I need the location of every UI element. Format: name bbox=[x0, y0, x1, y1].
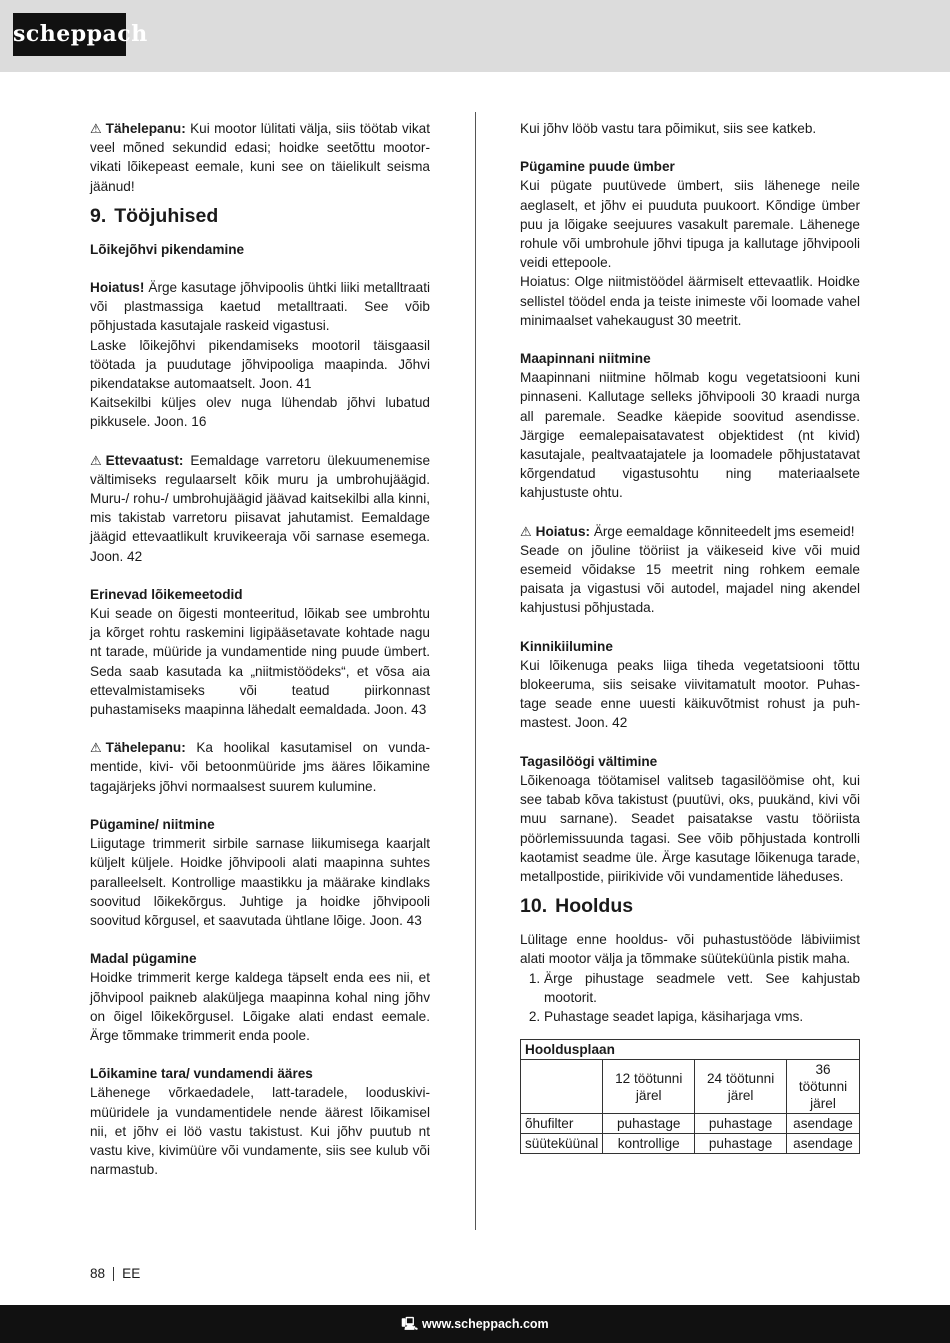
warning-label: Hoiatus! bbox=[90, 280, 145, 296]
subheading: Lõikejõhvi pikendamine bbox=[90, 241, 245, 257]
table-cell: puhastage bbox=[695, 1134, 787, 1154]
list-item: 1. Ärge pihustage seadmele vett. See kahjustab mootorit. bbox=[544, 969, 860, 1007]
paragraph: Hoidke trimmerit kerge kaldega täpselt enda ees nii, et jõhvipool paikneb alaküljega maapinna kohal ning jõhv on õigel lõikekõrgusel. Lõigake alati endast eemale. Ärge tõmmake trimmerit enda poole. bbox=[90, 970, 430, 1043]
warning-label: Tähelepanu: bbox=[105, 121, 186, 136]
warning-text: Ka hoolikal kasutamisel on vundamentide, kivi- või betoonmüüride jms ääres lõikamine tagajärjeks jõhvi normaalsest suurem kulumine. bbox=[90, 740, 430, 794]
bottom-band bbox=[0, 1305, 950, 1343]
warning-text: Eemaldage varretoru ülekuumenemise vältimiseks regulaarselt kõik muru ja umbrohujäägid. Muru-/ rohu-/ umbrohujäägid jäävad kaitsekilbi alla kinni, mis takistab varretoru piisavat jahutamist. Eemaldage jäägid ettevaatlikult kruvikeeraja või sarnase esemega. Joon. 42 bbox=[90, 452, 431, 564]
paragraph: Maapinnani niitmine hõlmab kogu vegetatsiooni kuni pinnaseni. Kallutage selleks jõhvipooli 30 kraadi nurga all paremale. Seadke käepide soovitud asendisse. Järgige eemalepaisatavatest objektidest (nt kivid) kasutajale, pealtvaatajatele ja loomadele põhjustatavat kõrgendatud vigastusohtu ning materiaalsete kahjustuste ohtu. bbox=[520, 370, 860, 501]
section-number: 9. bbox=[90, 204, 107, 227]
table-cell: asendage bbox=[787, 1114, 860, 1134]
warning-text: Ärge eemaldage kõnniteedelt jms esemeid! bbox=[593, 523, 855, 539]
section-number: 10. bbox=[520, 895, 548, 918]
warning-paragraph bbox=[90, 451, 430, 566]
table-header-cell bbox=[521, 1060, 603, 1114]
footer-separator bbox=[113, 1267, 114, 1281]
language-code: EE bbox=[122, 1266, 141, 1281]
table-header-cell: 36 töötunni järel bbox=[787, 1060, 860, 1114]
warning-label: Ettevaatust: bbox=[105, 452, 184, 468]
paragraph: Lülitage enne hooldus- või puhastustööde läbiviimist alati mootor välja ja tõmmake süüteküünla pistik maha. bbox=[520, 932, 860, 967]
paragraph: Liigutage trimmerit sirbile sarnase liikumisega kaarjalt küljelt küljele. Hoidke jõhvipooli alati maapinna suhtes paralleelselt. Kontrollige maastikku ja määrake kindlaks soovitud lõikekõrgus. Juhtige ja hoidke jõhvipooli soovitud kõrgusel, et saavutada ühtlane lõige. Joon. 43 bbox=[90, 836, 430, 928]
table-header-row bbox=[521, 1060, 860, 1114]
header-band bbox=[0, 0, 950, 72]
subheading: Kinnikiilumine bbox=[520, 638, 613, 654]
warning-label: Hoiatus: bbox=[535, 523, 591, 539]
table-cell: süüteküünal bbox=[521, 1134, 603, 1154]
right-column bbox=[520, 119, 860, 1154]
paragraph bbox=[90, 278, 430, 336]
left-column bbox=[90, 119, 430, 1179]
paragraph: Kui lõikenuga peaks liiga tiheda vegetatsiooni tõttu blokeeruma, siis seisake viivitamatult mootor. Puhastage seade enne uuesti käikuvõtmist rohust ja puhmastest. Joon. 42 bbox=[520, 657, 860, 731]
warning-paragraph bbox=[90, 119, 430, 196]
paragraph: Seade on jõuline tööriist ja väikeseid kive või muid esemeid võidakse 15 meetrit ning rohkem eemale paisata ja vigastusi või autodel, majadel ning akendel kahjustusi põhjustada. bbox=[520, 542, 860, 616]
list-item: 2. Puhastage seadet lapiga, käsiharjaga vms. bbox=[544, 1007, 860, 1026]
paragraph: Hoiatus: Olge niitmistöödel äärmiselt ettevaatlik. Hoidke sellistel töödel enda ja teiste inimeste või loomade vahel minimaalset vahekaugust 30 meetrit. bbox=[520, 274, 860, 328]
paragraph: Kui seade on õigesti monteeritud, lõikab see umbrohtu ja kõrget rohtu raskemini ligipääsetavate kohtade nagu nt tarade, müüride ja vundamentide ning puude ümbert. Seda saab kasutada ka „niitmistöödeks“, et võsa aia ettevalmistamiseks või teatud piirkonnast puhastamiseks maapinna lähedalt eemaldada. Joon. 43 bbox=[90, 606, 430, 718]
maintenance-table bbox=[520, 1039, 860, 1154]
subheading: Madal pügamine bbox=[90, 951, 197, 967]
warning-paragraph bbox=[520, 522, 860, 541]
subheading: Maapinnani niitmine bbox=[520, 351, 651, 367]
subheading: Pügamine/ niitmine bbox=[90, 816, 215, 832]
computer-icon: 🖳 bbox=[401, 1317, 419, 1331]
paragraph: Laske lõikejõhvi pikendamiseks mootoril täisgaasil töötada ja puudutage jõhvipooliga maapinda. Jõhvi pikendatakse automaatselt. Joon. 41 bbox=[90, 337, 430, 392]
warning-paragraph bbox=[90, 738, 430, 796]
column-divider bbox=[475, 112, 476, 1230]
warning-triangle-icon: ⚠ bbox=[90, 740, 102, 756]
table-title: Hooldusplaan bbox=[521, 1040, 860, 1060]
section-title: Tööjuhised bbox=[114, 204, 219, 227]
table-cell: puhastage bbox=[695, 1114, 787, 1134]
warning-text: Ärge kasutage jõhvipoolis ühtki liiki metalltraati või plastmassiga kaetud metalltraati. See võib põhjustada kasutajale raskeid vigastusi. bbox=[90, 280, 430, 334]
page-footer bbox=[90, 1265, 140, 1283]
section-heading-10 bbox=[520, 893, 860, 919]
warning-triangle-icon: ⚠ bbox=[520, 523, 532, 539]
brand-logo: scheppach bbox=[13, 13, 126, 56]
subheading: Tagasilöögi vältimine bbox=[520, 753, 658, 769]
paragraph: Kui jõhv lööb vastu tara põimikut, siis see katkeb. bbox=[520, 121, 817, 136]
website-link[interactable]: www.scheppach.com bbox=[422, 1317, 549, 1331]
subheading: Lõikamine tara/ vundamendi ääres bbox=[90, 1066, 313, 1082]
paragraph: Lähenege võrkaedadele, latt-taradele, looduskivimüüridele ja vundamentidele nende äärest lõikamisel nii, et jõhv ei löö vastu takistust. Kui jõhv puutub nt vastu kive, kivimüüre või vundamente, siis see kulub või narmastub. bbox=[90, 1085, 430, 1178]
table-header-cell: 24 töötunni järel bbox=[695, 1060, 787, 1114]
paragraph: Kui pügate puutüvede ümbert, siis lähenege neile aeglaselt, et jõhv ei puuduta puukoort. Kõndige ümber puu ja lõigake seejuures vasakult paremale. Lähenege rohule või umbrohule jõhvi tipuga ja kallutage jõhvipooli veidi ettepoole. bbox=[520, 178, 860, 271]
table-row bbox=[521, 1114, 860, 1134]
subheading: Pügamine puude ümber bbox=[520, 159, 675, 175]
table-cell: puhastage bbox=[603, 1114, 695, 1134]
paragraph: Lõikenoaga töötamisel valitseb tagasilöömise oht, kui see tabab kõva takistust (puutüvi, oks, puukänd, kivi või muu sarnane). Seadet paisatakse vastu tööriista pöörlemissuunda tagasi. See võib põhjustada kontrolli kaotamist seadme üle. Ärge kasutage lõikenuga tarade, metallpostide, piirikivide või vundamentide läheduses. bbox=[520, 772, 860, 884]
table-header-cell: 12 töötunni järel bbox=[603, 1060, 695, 1114]
table-cell: asendage bbox=[787, 1134, 860, 1154]
table-cell: kontrollige bbox=[603, 1134, 695, 1154]
maintenance-list bbox=[520, 969, 860, 1027]
warning-text: Kui mootor lülitati välja, siis töötab vikat veel mõned sekundid edasi; hoidke seetõttu mootorvikati lõikepeast eemale, kuni see on täielikult seisma jäänud! bbox=[90, 121, 431, 194]
warning-triangle-icon: ⚠ bbox=[90, 452, 102, 468]
paragraph: Kaitsekilbi küljes olev nuga lühendab jõhvi lubatud pikkusele. Joon. 16 bbox=[90, 395, 430, 430]
subheading: Erinevad lõikemeetodid bbox=[90, 586, 243, 602]
warning-label: Tähelepanu: bbox=[105, 740, 186, 756]
table-row bbox=[521, 1134, 860, 1154]
page-number: 88 bbox=[90, 1266, 106, 1281]
section-title: Hooldus bbox=[555, 895, 634, 918]
warning-triangle-icon: ⚠ bbox=[90, 121, 102, 136]
section-heading-9 bbox=[90, 203, 430, 229]
table-cell: õhufilter bbox=[521, 1114, 603, 1134]
